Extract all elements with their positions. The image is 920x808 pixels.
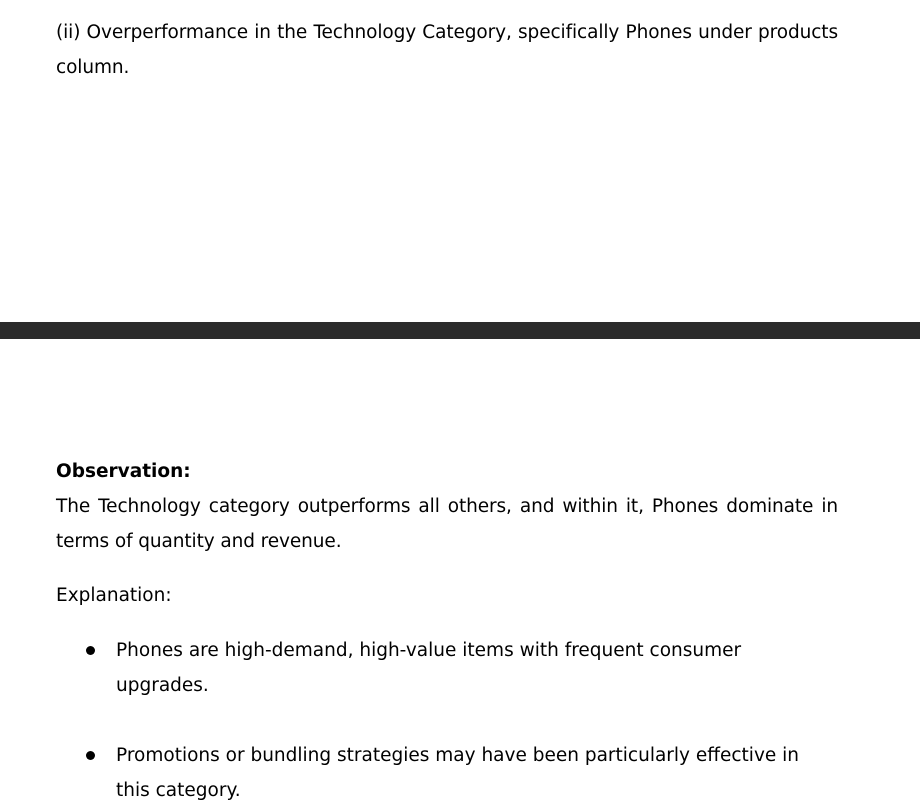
bullet-icon [86, 751, 95, 760]
observation-heading: Observation: [56, 461, 191, 482]
bullet-text: Phones are high-demand, high-value items with frequent consumer upgrades. [116, 640, 742, 696]
bullet-icon [86, 646, 95, 655]
section-heading-paragraph: (ii) Overperformance in the Technology Category, specifically Phones under products column. [56, 22, 838, 78]
observation-text: The Technology category outperforms all others, and within it, Phones dominate in terms of quantity and revenue. [56, 496, 838, 552]
explanation-bullet-list [56, 633, 856, 808]
bullet-text: Promotions or bundling strategies may have been particularly effective in this category. [116, 745, 800, 801]
list-item [56, 738, 826, 808]
explanation-heading: Explanation: [56, 585, 172, 606]
list-item [56, 633, 826, 703]
page-separator [0, 322, 920, 339]
